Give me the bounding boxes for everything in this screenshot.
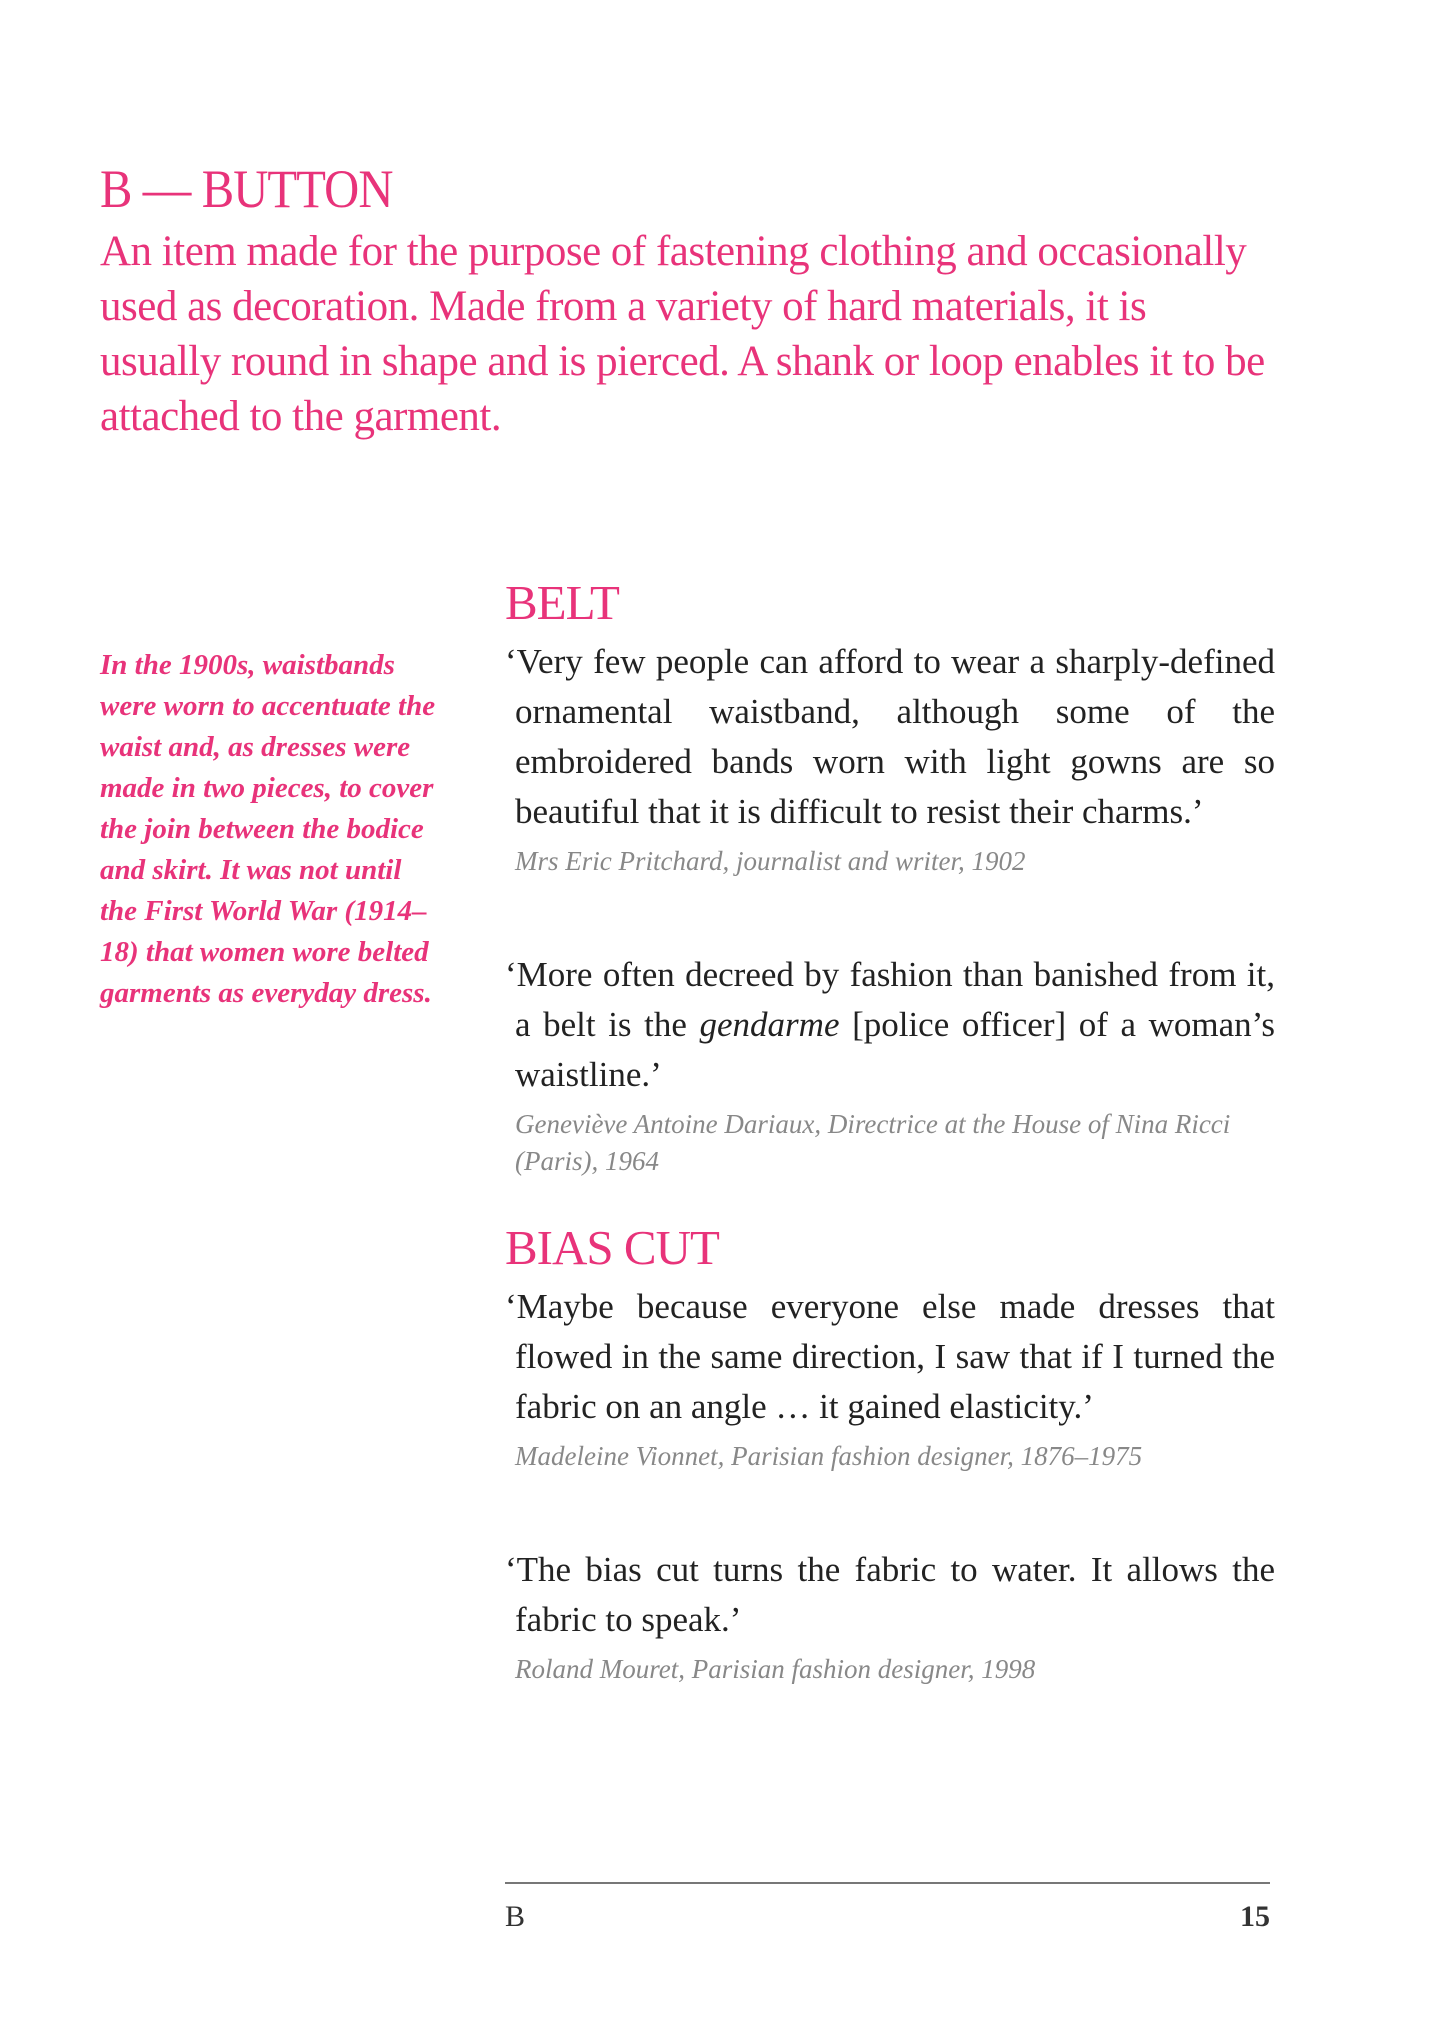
quote-text-part: [police officer] of a woman’s waistline.’ (515, 1005, 1275, 1094)
page-number: 15 (1240, 1900, 1270, 1933)
sidebar-note: In the 1900s, waistbands were worn to accentuate the waist and, as dresses were made in two pieces, to cover the join between the bodice and skirt. It was not until the First World War (1914–18) that women wore belted garments as everyday dress. (100, 649, 436, 1009)
quote-attribution: Mrs Eric Pritchard, journalist and writer, 1902 (515, 846, 1026, 876)
entry-belt (505, 575, 1275, 1180)
quote-attribution: Geneviève Antoine Dariaux, Directrice at the House of Nina Ricci (Paris), 1964 (515, 1109, 1231, 1176)
footer-divider (505, 1882, 1270, 1884)
entry-title-belt: BELT (505, 575, 619, 630)
quote-attribution: Roland Mouret, Parisian fashion designer, 1998 (515, 1654, 1036, 1684)
quote-text: ‘Very few people can afford to wear a sharply-defined ornamental waistband, although some of the embroidered bands worn with light gowns are so beautiful that it is difficult to resist their charms.’ (505, 642, 1275, 831)
entry-title-bias-cut: BIAS CUT (505, 1220, 719, 1275)
quote-text: ‘The bias cut turns the fabric to water. It allows the fabric to speak.’ (505, 1550, 1275, 1639)
quote-text: ‘Maybe because everyone else made dresses that flowed in the same direction, I saw that if I turned the fabric on an angle … it gained elasticity.’ (505, 1287, 1275, 1426)
footer-section-letter: B (505, 1900, 526, 1933)
quote-attribution: Madeleine Vionnet, Parisian fashion designer, 1876–1975 (515, 1441, 1143, 1471)
entry-header (100, 160, 1270, 444)
page-title: B — BUTTON (100, 159, 393, 219)
button-definition: An item made for the purpose of fastening clothing and occasionally used as decoration. Made from a variety of hard materials, it is usually round in shape and is pierced. A shank or loop enables it to be attached to the garment. (100, 228, 1265, 440)
entry-bias-cut (505, 1220, 1275, 1688)
main-column (505, 575, 1275, 1688)
quote-text-part: ‘More often decreed by fashion than banished from it, a belt is the (505, 955, 1275, 1044)
quote-italic-term: gendarme (699, 1005, 840, 1044)
quote-text (505, 950, 1275, 1100)
